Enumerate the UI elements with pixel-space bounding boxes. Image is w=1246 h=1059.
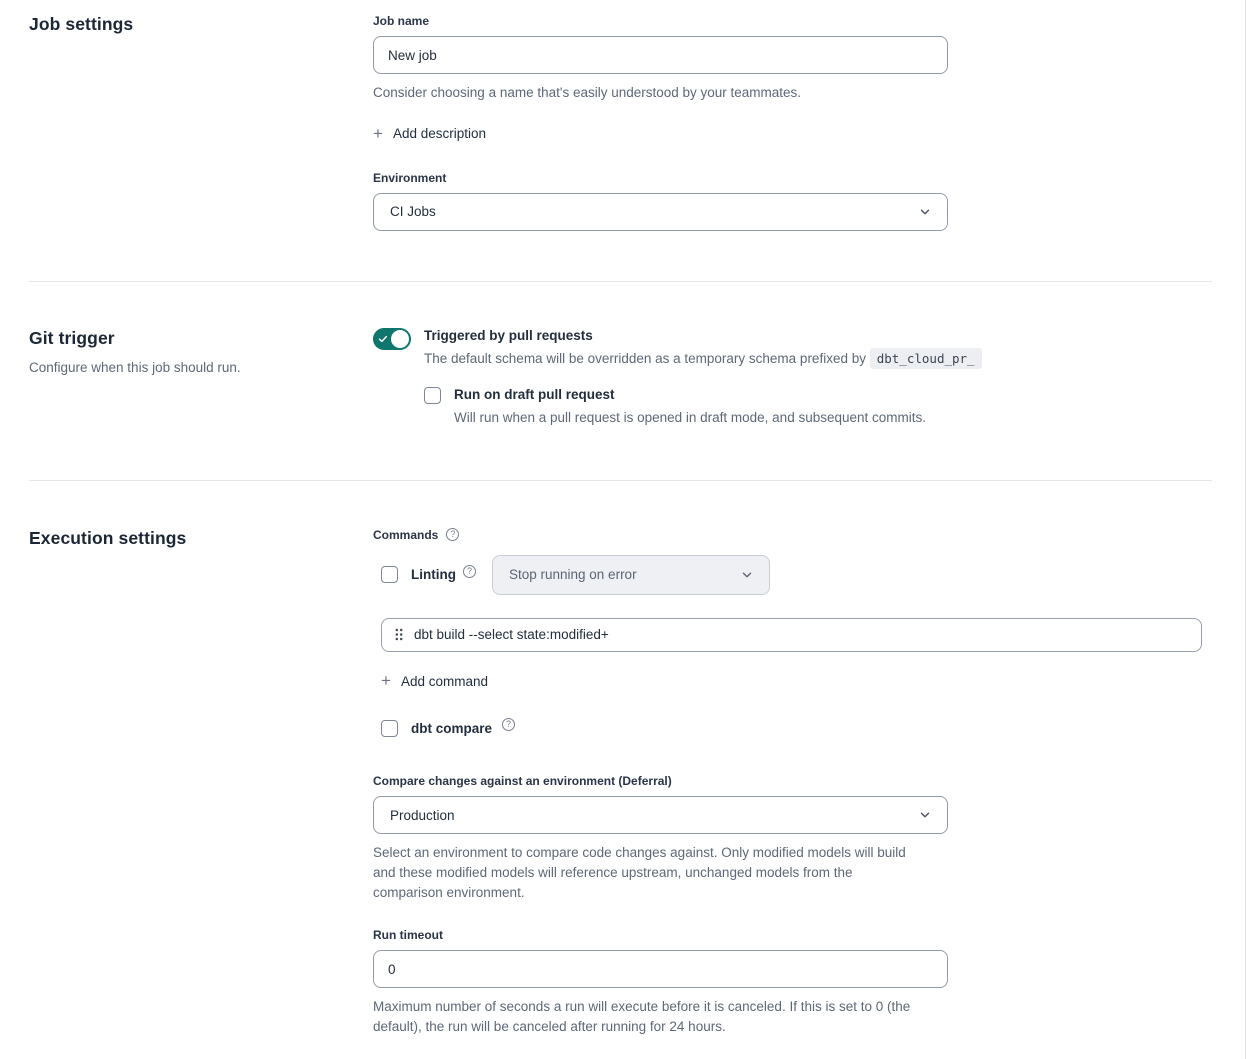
add-command-label: Add command	[400, 673, 488, 689]
deferral-select-value: Production	[390, 807, 455, 823]
section-git-trigger	[29, 282, 1212, 480]
draft-pr-label: Run on draft pull request	[454, 386, 615, 402]
check-icon	[378, 334, 388, 344]
run-timeout-input[interactable]	[373, 950, 948, 988]
help-icon[interactable]: ?	[463, 565, 476, 578]
job-name-label: Job name	[373, 14, 430, 28]
pr-trigger-row	[373, 328, 1212, 428]
linting-row	[381, 555, 1212, 595]
add-description-button[interactable]	[373, 123, 486, 143]
dbt-compare-checkbox[interactable]	[381, 720, 398, 737]
chevron-down-icon	[919, 206, 931, 218]
deferral-label: Compare changes against an environment (Deferral)	[373, 774, 672, 788]
draft-pr-checkbox[interactable]	[424, 387, 441, 404]
job-name-helper: Consider choosing a name that's easily understood by your teammates.	[373, 85, 802, 100]
draft-pr-text	[454, 387, 926, 428]
command-row[interactable]	[381, 618, 1202, 652]
pr-trigger-label: Triggered by pull requests	[424, 327, 593, 343]
environment-field	[373, 171, 1212, 231]
add-command-button[interactable]	[381, 671, 488, 690]
draft-pr-row	[424, 387, 982, 428]
section-git-trigger-left	[29, 328, 373, 428]
add-description-label: Add description	[392, 126, 486, 141]
toggle-knob	[391, 330, 409, 348]
deferral-helper: Select an environment to compare code changes against. Only modified models will build and these modified models will reference upstream, unchanged models from the comparison environment.	[373, 845, 906, 900]
section-job-settings	[29, 0, 1212, 281]
schema-prefix-code: dbt_cloud_pr_	[870, 348, 982, 369]
section-job-settings-left	[29, 14, 373, 231]
dbt-compare-row	[381, 720, 1212, 737]
linting-behavior-select-value: Stop running on error	[508, 567, 637, 582]
chevron-down-icon	[741, 569, 753, 581]
job-settings-title: Job settings	[29, 14, 134, 34]
git-trigger-subtitle: Configure when this job should run.	[29, 360, 241, 376]
commands-label: Commands	[373, 527, 439, 542]
deferral-select[interactable]	[373, 796, 948, 834]
execution-settings-title: Execution settings	[29, 527, 187, 548]
drag-handle-icon[interactable]	[395, 628, 403, 641]
commands-label-row	[373, 528, 1212, 542]
section-execution-settings-right	[373, 528, 1212, 1038]
linting-checkbox[interactable]	[381, 566, 398, 583]
pr-trigger-toggle[interactable]	[373, 328, 411, 350]
git-trigger-title: Git trigger	[29, 327, 115, 348]
section-execution-settings	[29, 481, 1212, 1038]
linting-label: Linting	[411, 566, 456, 582]
pr-trigger-text	[424, 328, 982, 428]
job-name-field	[373, 14, 1212, 103]
section-execution-settings-left	[29, 528, 373, 1038]
environment-select-value: CI Jobs	[390, 204, 436, 219]
run-timeout-label: Run timeout	[373, 928, 443, 942]
environment-label: Environment	[373, 170, 447, 185]
environment-select[interactable]	[373, 193, 948, 231]
linting-behavior-select[interactable]	[492, 555, 770, 595]
help-icon[interactable]: ?	[446, 528, 459, 541]
deferral-field	[373, 774, 1212, 903]
run-timeout-field	[373, 928, 1212, 1037]
help-icon[interactable]: ?	[502, 718, 515, 731]
job-name-input[interactable]	[373, 36, 948, 74]
draft-pr-description: Will run when a pull request is opened in draft mode, and subsequent commits.	[454, 409, 927, 425]
dbt-compare-label: dbt compare	[411, 720, 493, 736]
section-git-trigger-right	[373, 328, 1212, 428]
pr-trigger-description	[424, 349, 982, 369]
command-input[interactable]: dbt build --select state:modified+	[414, 627, 609, 642]
run-timeout-helper: Maximum number of seconds a run will execute before it is canceled. If this is set to 0 (the default), the run will be canceled after running for 24 hours.	[373, 999, 911, 1034]
section-job-settings-right	[373, 14, 1212, 231]
chevron-down-icon	[919, 809, 931, 821]
pr-trigger-description-text: The default schema will be overridden as a temporary schema prefixed by	[424, 350, 866, 366]
plus-icon: +	[381, 671, 391, 690]
plus-icon: +	[373, 123, 383, 143]
